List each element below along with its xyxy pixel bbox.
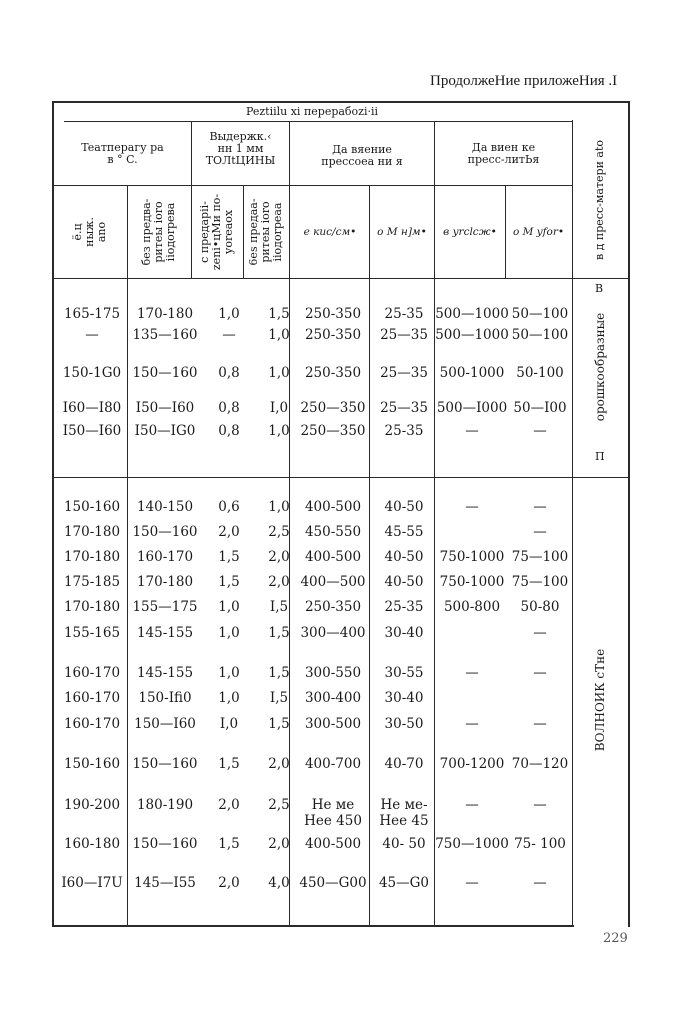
cell-pressure-mnm: 30-50	[384, 716, 424, 732]
cell-dwell-preheat: 1,5	[218, 756, 240, 772]
cell-pressure-kgs: 300-500	[304, 716, 362, 732]
cell-dwell-no-preheat: 2,5	[268, 797, 290, 813]
cell-casting-kgs: 750—1000	[435, 836, 509, 852]
cell-casting-kgs: —	[465, 716, 479, 732]
cell-pressure-kgs: 250—350	[300, 400, 366, 416]
cell-pressure-kgs: 300-400	[304, 690, 362, 706]
cell-temp-no-preheat: 145—I55	[134, 875, 196, 891]
cell-dwell-no-preheat: I,5	[269, 690, 289, 706]
cell-pressure-mnm: 40-50	[384, 499, 424, 515]
cell-pressure-mnm: 30-55	[384, 665, 424, 681]
cell-temp: —	[85, 327, 99, 343]
cell-dwell-no-preheat: 1,5	[268, 306, 290, 322]
cell-dwell-preheat: 0,8	[218, 365, 240, 381]
cell-pressure-mnm: 30-40	[384, 625, 424, 641]
cell-dwell-no-preheat: 1,0	[268, 327, 290, 343]
col-pressure-molding-header: Да вяение прессoеа ни я	[321, 143, 403, 168]
cell-casting-kgs: 750-1000	[439, 549, 505, 565]
cell-temp-no-preheat: 145-155	[136, 665, 194, 681]
cell-pressure-mnm: 30-40	[384, 690, 424, 706]
cell-pressure-mnm: 25-35	[384, 599, 424, 615]
cell-dwell-no-preheat: 2,0	[268, 549, 290, 565]
cell-casting-mnm: 50-80	[520, 599, 560, 615]
cell-pressure-kgs: 250-350	[304, 599, 362, 615]
running-title: ПродолжеНие приложеНия .I	[430, 73, 618, 89]
cell-temp: 165-175	[63, 306, 121, 322]
cell-pressure-kgs: 300-550	[304, 665, 362, 681]
sub-form-header: ё.ц ныж. ano	[71, 217, 108, 247]
cell-casting-mnm: 70—120	[511, 756, 569, 772]
cell-pressure-mnm: 45-55	[384, 524, 424, 540]
cell-temp: I50—I60	[62, 423, 122, 439]
cell-casting-mnm: —	[533, 797, 547, 813]
cell-temp-no-preheat: 170-180	[136, 306, 194, 322]
cell-temp-no-preheat: 160-170	[136, 549, 194, 565]
cell-casting-mnm: —	[533, 875, 547, 891]
cell-temp-no-preheat: I50—I60	[135, 400, 195, 416]
sub-kgs-2-header: в yrclcж•	[443, 226, 497, 238]
cell-temp: 170-180	[63, 549, 121, 565]
cell-pressure-mnm: 40-50	[384, 549, 424, 565]
page-number: 229	[603, 931, 628, 946]
cell-dwell-preheat: 1,5	[218, 549, 240, 565]
cell-pressure-kgs: 400-500	[304, 499, 362, 515]
cell-casting-mnm: 75—100	[511, 549, 569, 565]
cell-casting-mnm: 50—100	[511, 327, 569, 343]
col-dwell-header: Выдержк.‹ нн 1 мм ТОЛtЦИНЫ	[205, 130, 276, 167]
cell-dwell-no-preheat: 2,5	[268, 524, 290, 540]
cell-temp-no-preheat: 140-150	[136, 499, 194, 515]
col-pressure-casting-header: Да виен ке пресс-литЬя	[467, 141, 540, 166]
cell-temp-no-preheat: 155—175	[132, 599, 198, 615]
sub-kgs-header: е кис/см•	[303, 226, 357, 238]
cell-dwell-preheat: 0,6	[218, 499, 240, 515]
cell-casting-mnm: 50—I00	[513, 400, 567, 416]
cell-temp-no-preheat: 150—I60	[134, 716, 196, 732]
cell-casting-kgs: 500—1000	[435, 306, 509, 322]
cell-pressure-mnm: 40-50	[384, 574, 424, 590]
cell-pressure-mnm: 25—35	[380, 365, 428, 381]
cell-temp-no-preheat: 150-Ifi0	[138, 690, 192, 706]
cell-temp: 160-170	[63, 665, 121, 681]
section1-label: орошкообразные	[593, 312, 607, 422]
cell-temp-no-preheat: 135—160	[132, 327, 198, 343]
cell-casting-kgs: 500—I000	[436, 400, 508, 416]
cell-dwell-no-preheat: 1,0	[268, 365, 290, 381]
cell-pressure-kgs: 400-700	[304, 756, 362, 772]
cell-pressure-mnm: 25—35	[380, 400, 428, 416]
cell-dwell-preheat: 1,0	[218, 665, 240, 681]
cell-pressure-mnm: Не ме- Нее 45	[379, 797, 429, 829]
cell-pressure-mnm: 45—G0	[378, 875, 430, 891]
cell-pressure-mnm: 25—35	[380, 327, 428, 343]
cell-dwell-no-preheat: 1,0	[268, 423, 290, 439]
cell-dwell-preheat: —	[222, 327, 236, 343]
cell-pressure-kgs: 250-350	[304, 327, 362, 343]
cell-temp: I60—I80	[62, 400, 122, 416]
cell-dwell-no-preheat: 1,5	[268, 716, 290, 732]
cell-dwell-no-preheat: I,0	[269, 400, 289, 416]
cell-temp-no-preheat: 150—160	[132, 836, 198, 852]
cell-pressure-mnm: 25-35	[384, 306, 424, 322]
cell-temp-no-preheat: 150—160	[132, 756, 198, 772]
cell-casting-mnm: 50-100	[516, 365, 564, 381]
section1-label-letter-2: П	[595, 450, 605, 463]
cell-casting-mnm: —	[533, 716, 547, 732]
cell-dwell-no-preheat: 2,0	[268, 836, 290, 852]
cell-casting-kgs: —	[465, 499, 479, 515]
col-temp-header: Teaтпeрагу ра в ° C.	[81, 141, 164, 166]
cell-temp: I60—I7U	[61, 875, 123, 891]
cell-casting-mnm: —	[533, 423, 547, 439]
col-material-header: в д пресс-матери ato	[593, 139, 606, 261]
cell-pressure-mnm: 40- 50	[382, 836, 426, 852]
cell-dwell-preheat: 1,0	[218, 599, 240, 615]
section2-label: ВОЛНОИК сТне	[593, 648, 607, 752]
cell-casting-kgs: 500-800	[443, 599, 501, 615]
cell-casting-mnm: 50—100	[511, 306, 569, 322]
cell-temp-no-preheat: 145-155	[136, 625, 194, 641]
cell-dwell-preheat: I,0	[219, 716, 239, 732]
cell-dwell-preheat: 1,0	[218, 625, 240, 641]
cell-temp-no-preheat: 170-180	[136, 574, 194, 590]
cell-dwell-no-preheat: 2,0	[268, 574, 290, 590]
cell-casting-mnm: —	[533, 524, 547, 540]
cell-casting-mnm: —	[533, 499, 547, 515]
cell-dwell-preheat: 1,0	[218, 306, 240, 322]
cell-dwell-preheat: 1,5	[218, 574, 240, 590]
cell-pressure-kgs: 400-500	[304, 549, 362, 565]
cell-dwell-no-preheat: 1,5	[268, 665, 290, 681]
cell-casting-kgs: 700-1200	[439, 756, 505, 772]
cell-temp: 170-180	[63, 524, 121, 540]
sub-with-preheat-header: с предapii- zeni•цМи по- уoreaox	[198, 193, 235, 271]
cell-temp: 190-200	[63, 797, 121, 813]
cell-temp: 150-160	[63, 756, 121, 772]
cell-casting-kgs: —	[465, 797, 479, 813]
sub-without-preheat-2-header: 6es предаа- ритеы ioro iioдorpeaa	[247, 198, 284, 266]
cell-pressure-mnm: 25-35	[384, 423, 424, 439]
cell-casting-mnm: —	[533, 625, 547, 641]
cell-temp: 160-170	[63, 690, 121, 706]
cell-dwell-no-preheat: 1,0	[268, 499, 290, 515]
cell-pressure-kgs: 300—400	[300, 625, 366, 641]
cell-temp: 150-1G0	[62, 365, 122, 381]
cell-pressure-kgs: Не ме Нее 450	[304, 797, 362, 829]
cell-temp: 160-180	[63, 836, 121, 852]
cell-dwell-no-preheat: 4,0	[268, 875, 290, 891]
group-title: Peztiilu xi перерабozi·ii	[245, 105, 379, 118]
cell-pressure-kgs: 400—500	[300, 574, 366, 590]
cell-dwell-preheat: 1,5	[218, 836, 240, 852]
cell-temp: 160-170	[63, 716, 121, 732]
sub-mnm-2-header: о М yfor•	[512, 226, 565, 238]
cell-casting-kgs: 750-1000	[439, 574, 505, 590]
cell-temp-no-preheat: 150—160	[132, 524, 198, 540]
cell-pressure-kgs: 450—G00	[299, 875, 367, 891]
cell-pressure-kgs: 250—350	[300, 423, 366, 439]
cell-dwell-preheat: 0,8	[218, 400, 240, 416]
cell-dwell-preheat: 0,8	[218, 423, 240, 439]
cell-casting-mnm: 75—100	[511, 574, 569, 590]
cell-casting-kgs: —	[465, 875, 479, 891]
cell-temp-no-preheat: 180-190	[136, 797, 194, 813]
cell-temp: 175-185	[63, 574, 121, 590]
cell-casting-mnm: —	[533, 665, 547, 681]
cell-dwell-preheat: 2,0	[218, 524, 240, 540]
cell-pressure-kgs: 450-550	[304, 524, 362, 540]
cell-temp-no-preheat: I50—IG0	[134, 423, 196, 439]
sub-mnm-header: о М н]м•	[377, 226, 427, 238]
cell-temp-no-preheat: 150—160	[132, 365, 198, 381]
cell-casting-kgs: 500-1000	[439, 365, 505, 381]
cell-pressure-mnm: 40-70	[384, 756, 424, 772]
cell-casting-kgs: —	[465, 665, 479, 681]
cell-dwell-no-preheat: I,5	[269, 599, 289, 615]
sub-without-preheat-header: без предва- ритеы ioro iioдorpeвa	[140, 198, 177, 266]
cell-dwell-preheat: 2,0	[218, 797, 240, 813]
cell-casting-mnm: 75- 100	[514, 836, 566, 852]
cell-dwell-no-preheat: 2,0	[268, 756, 290, 772]
cell-temp: 170-180	[63, 599, 121, 615]
section1-label-letter: В	[595, 282, 604, 295]
cell-dwell-preheat: 2,0	[218, 875, 240, 891]
cell-temp: 155-165	[63, 625, 121, 641]
cell-pressure-kgs: 250-350	[304, 365, 362, 381]
cell-dwell-no-preheat: 1,5	[268, 625, 290, 641]
cell-temp: 150-160	[63, 499, 121, 515]
cell-casting-kgs: —	[465, 423, 479, 439]
cell-casting-kgs: 500—1000	[435, 327, 509, 343]
cell-pressure-kgs: 400-500	[304, 836, 362, 852]
cell-dwell-preheat: 1,0	[218, 690, 240, 706]
cell-pressure-kgs: 250-350	[304, 306, 362, 322]
